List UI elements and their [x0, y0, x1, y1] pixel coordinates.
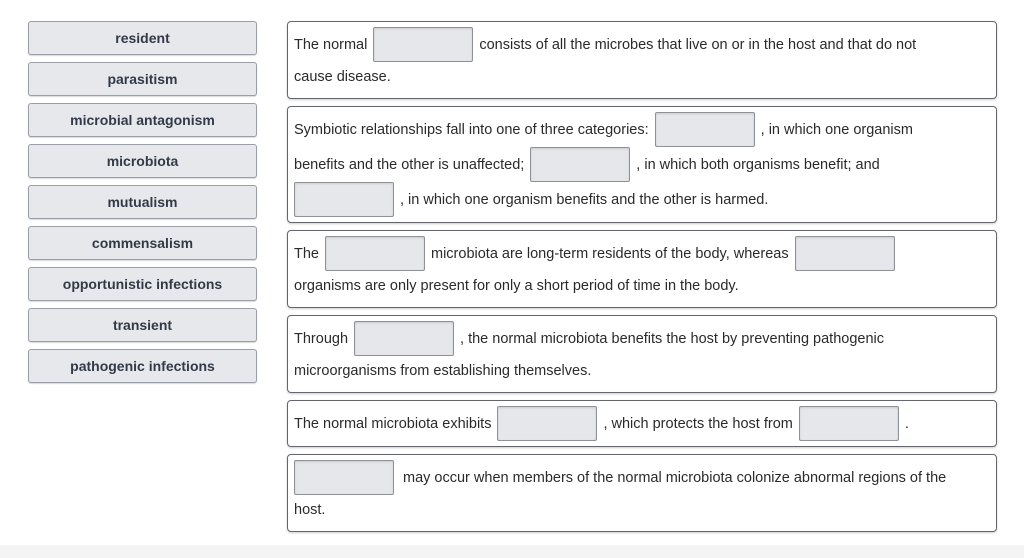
question-line — [294, 406, 990, 441]
drop-target-6[interactable] — [795, 236, 895, 271]
question-line — [294, 27, 990, 62]
question-text: , the normal microbiota benefits the host by preventing pathogenic — [460, 330, 884, 347]
term-pathogenic-infections[interactable]: pathogenic infections — [28, 349, 257, 383]
question-text: microorganisms from establishing themselves. — [294, 363, 592, 379]
term-transient[interactable]: transient — [28, 308, 257, 342]
question-text: organisms are only present for only a short period of time in the body. — [294, 278, 739, 294]
question-text: microbiota are long-term residents of the body, whereas — [431, 245, 789, 262]
question-1 — [287, 21, 997, 99]
answer-bank — [28, 21, 257, 390]
question-text: The normal — [294, 36, 368, 53]
question-2 — [287, 106, 997, 223]
drop-target-4[interactable] — [294, 182, 394, 217]
question-text: , which protects the host from — [603, 415, 793, 432]
question-text: . — [904, 415, 909, 432]
drop-target-9[interactable] — [799, 406, 899, 441]
question-line — [294, 495, 990, 525]
term-resident[interactable]: resident — [28, 21, 257, 55]
question-line — [294, 321, 990, 356]
question-text: , in which one organism benefits and the other is harmed. — [400, 191, 769, 208]
question-line — [294, 62, 990, 92]
question-line — [294, 356, 990, 386]
question-text: Through — [294, 330, 349, 347]
drop-target-3[interactable] — [530, 147, 630, 182]
question-line — [294, 182, 990, 217]
drop-target-7[interactable] — [354, 321, 454, 356]
question-line — [294, 236, 990, 271]
question-text: Symbiotic relationships fall into one of three categories: — [294, 121, 649, 138]
question-text: may occur when members of the normal microbiota colonize abnormal regions of the — [403, 469, 947, 486]
drop-target-8[interactable] — [497, 406, 597, 441]
term-commensalism[interactable]: commensalism — [28, 226, 257, 260]
drop-target-10[interactable] — [294, 460, 394, 495]
term-opportunistic-infections[interactable]: opportunistic infections — [28, 267, 257, 301]
question-line — [294, 271, 990, 301]
question-text: host. — [294, 502, 326, 518]
question-line — [294, 460, 990, 495]
term-parasitism[interactable]: parasitism — [28, 62, 257, 96]
question-text: The — [294, 245, 319, 262]
bottom-strip — [0, 545, 1024, 558]
term-microbial-antagonism[interactable]: microbial antagonism — [28, 103, 257, 137]
drop-target-2[interactable] — [655, 112, 755, 147]
question-text: , in which one organism — [760, 121, 913, 138]
term-mutualism[interactable]: mutualism — [28, 185, 257, 219]
question-line — [294, 112, 990, 147]
question-3 — [287, 230, 997, 308]
question-line — [294, 147, 990, 182]
question-4 — [287, 315, 997, 393]
question-text: , in which both organisms benefit; and — [636, 156, 880, 173]
drop-target-1[interactable] — [373, 27, 473, 62]
question-text: benefits and the other is unaffected; — [294, 156, 525, 173]
question-text: consists of all the microbes that live on or in the host and that do not — [479, 36, 917, 53]
question-text: The normal microbiota exhibits — [294, 415, 492, 432]
term-microbiota[interactable]: microbiota — [28, 144, 257, 178]
question-text: cause disease. — [294, 69, 391, 85]
drop-target-5[interactable] — [325, 236, 425, 271]
question-6 — [287, 454, 997, 532]
question-5 — [287, 400, 997, 447]
